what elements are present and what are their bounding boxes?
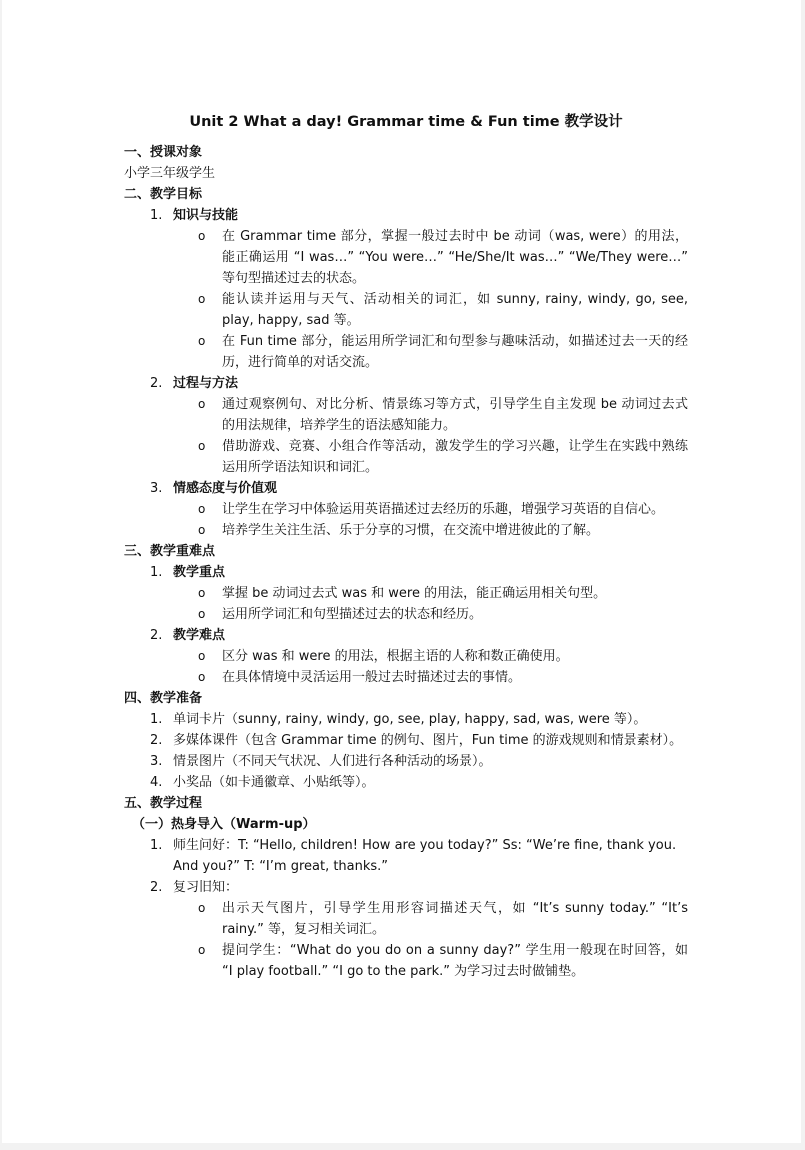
bullet-icon: o (198, 292, 206, 306)
list-item-text: 复习旧知： (173, 880, 239, 895)
bullet-text: 在具体情境中灵活运用一般过去时描述过去的事情。 (222, 670, 522, 685)
bullet-icon: o (198, 502, 206, 516)
bullet-item (124, 394, 688, 436)
list-item-label: 知识与技能 (173, 208, 239, 223)
section-heading-preparation: 四、教学准备 (124, 691, 203, 706)
bullet-text: 能认读并运用与天气、活动相关的词汇，如 sunny, rainy, windy, go, see, play, happy, sad 等。 (222, 292, 688, 328)
list-number: 3. (150, 481, 163, 496)
bullet-text: 提问学生：“What do you do on a sunny day?” 学生用一般现在时回答，如 “I play football.” “I go to the park.” 为学习过去时做铺垫。 (222, 943, 688, 979)
bullet-text: 让学生在学习中体验运用英语描述过去经历的乐趣，增强学习英语的自信心。 (222, 502, 665, 517)
bullet-icon: o (198, 397, 206, 411)
list-item (124, 877, 688, 898)
bullet-icon: o (198, 943, 206, 957)
section-heading-process: 五、教学过程 (124, 796, 203, 811)
bullet-icon: o (198, 229, 206, 243)
bullet-icon: o (198, 607, 206, 621)
list-item-label: 情感态度与价值观 (173, 481, 278, 496)
list-item (124, 373, 688, 394)
bullet-item (124, 331, 688, 373)
bullet-item (124, 940, 688, 982)
list-item (124, 478, 688, 499)
list-number: 2. (150, 880, 163, 895)
bullet-text: 通过观察例句、对比分析、情景练习等方式，引导学生自主发现 be 动词过去式的用法规律，培养学生的语法感知能力。 (222, 397, 688, 433)
list-item (124, 562, 688, 583)
document-body (124, 109, 688, 982)
bullet-icon: o (198, 523, 206, 537)
list-item-text: 小奖品（如卡通徽章、小贴纸等）。 (173, 775, 375, 790)
bullet-item (124, 520, 688, 541)
bullet-icon: o (198, 901, 206, 915)
list-number: 4. (150, 775, 163, 790)
list-number: 1. (150, 208, 163, 223)
bullet-item (124, 499, 688, 520)
bullet-text: 培养学生关注生活、乐于分享的习惯，在交流中增进彼此的了解。 (222, 523, 600, 538)
bullet-item (124, 289, 688, 331)
document-title: Unit 2 What a day! Grammar time & Fun time 教学设计 (189, 114, 623, 130)
list-item (124, 625, 688, 646)
list-item (124, 835, 688, 877)
bullet-text: 在 Grammar time 部分，掌握一般过去时中 be 动词（was, were）的用法，能正确运用 “I was…” “You were…” “He/She/It was…” “We/They were…” 等句型描述过去的状态。 (222, 229, 688, 286)
list-number: 2. (150, 376, 163, 391)
section-heading-key-points: 三、教学重难点 (124, 544, 216, 559)
list-item-text: 情景图片（不同天气状况、人们进行各种活动的场景）。 (173, 754, 492, 769)
list-item-label: 教学难点 (173, 628, 226, 643)
bullet-icon: o (198, 439, 206, 453)
list-number: 2. (150, 733, 163, 748)
list-item-label: 教学重点 (173, 565, 226, 580)
bullet-icon: o (198, 334, 206, 348)
audience-text: 小学三年级学生 (124, 166, 216, 181)
list-item-text: 单词卡片（sunny, rainy, windy, go, see, play, happy, sad, was, were 等）。 (173, 712, 647, 727)
bullet-icon: o (198, 649, 206, 663)
bullet-item (124, 667, 688, 688)
section-heading-audience: 一、授课对象 (124, 145, 203, 160)
document-page (2, 0, 801, 1143)
bullet-icon: o (198, 586, 206, 600)
bullet-text: 运用所学词汇和句型描述过去的状态和经历。 (222, 607, 483, 622)
list-item (124, 730, 688, 751)
bullet-icon: o (198, 670, 206, 684)
list-item (124, 205, 688, 226)
bullet-item (124, 646, 688, 667)
list-number: 2. (150, 628, 163, 643)
bullet-item (124, 898, 688, 940)
bullet-item (124, 604, 688, 625)
list-item (124, 709, 688, 730)
subsection-heading-warmup: （一）热身导入（Warm-up） (132, 817, 316, 832)
list-item (124, 751, 688, 772)
section-heading-objectives: 二、教学目标 (124, 187, 203, 202)
list-number: 3. (150, 754, 163, 769)
bullet-text: 借助游戏、竞赛、小组合作等活动，激发学生的学习兴趣，让学生在实践中熟练运用所学语法知识和词汇。 (222, 439, 688, 475)
list-item-text: 多媒体课件（包含 Grammar time 的例句、图片，Fun time 的游戏规则和情景素材）。 (173, 733, 683, 748)
list-item-text: 师生问好：T: “Hello, children! How are you today?” Ss: “We’re fine, thank you. And you?” T: “I’m great, thanks.” (173, 838, 677, 874)
list-number: 1. (150, 565, 163, 580)
bullet-text: 出示天气图片，引导学生用形容词描述天气，如 “It’s sunny today.” “It’s rainy.” 等，复习相关词汇。 (222, 901, 688, 937)
list-item (124, 772, 688, 793)
list-number: 1. (150, 712, 163, 727)
list-number: 1. (150, 838, 163, 853)
bullet-item (124, 583, 688, 604)
bullet-item (124, 436, 688, 478)
bullet-item (124, 226, 688, 289)
bullet-text: 在 Fun time 部分，能运用所学词汇和句型参与趣味活动，如描述过去一天的经历，进行简单的对话交流。 (222, 334, 688, 370)
list-item-label: 过程与方法 (173, 376, 239, 391)
bullet-text: 掌握 be 动词过去式 was 和 were 的用法，能正确运用相关句型。 (222, 586, 607, 601)
bullet-text: 区分 was 和 were 的用法，根据主语的人称和数正确使用。 (222, 649, 569, 664)
